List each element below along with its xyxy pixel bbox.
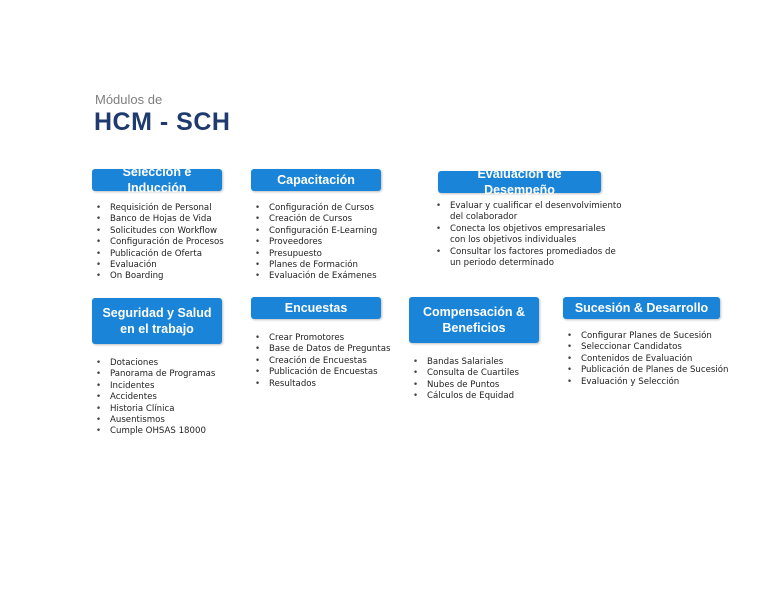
list-item: • On Boarding [92, 271, 224, 282]
list-item: • Planes de Formación [251, 260, 381, 271]
module-header: Selección e Inducción [92, 169, 222, 191]
list-item: • Panorama de Programas [92, 369, 222, 380]
list-item: • Seleccionar Candidatos [563, 342, 728, 353]
list-item: • Consulta de Cuartiles [409, 368, 539, 379]
module-item-list [563, 331, 728, 388]
list-item: • Conecta los objetivos empresariales con los objetivos individuales [432, 224, 622, 247]
module-header: Compensación & Beneficios [409, 297, 539, 343]
module-header: Seguridad y Salud en el trabajo [92, 298, 222, 344]
list-item: • Creación de Cursos [251, 214, 381, 225]
list-item: • Solicitudes con Workflow [92, 226, 224, 237]
list-item: • Crear Promotores [251, 333, 390, 344]
list-item: • Consultar los factores promediados de un periodo determinado [432, 247, 622, 270]
list-item: • Bandas Salariales [409, 357, 539, 368]
module-header: Capacitación [251, 169, 381, 191]
list-item: • Configuración E-Learning [251, 226, 381, 237]
list-item: • Base de Datos de Preguntas [251, 344, 390, 355]
slide-subtitle: Módulos de [95, 92, 163, 107]
list-item: • Nubes de Puntos [409, 380, 539, 391]
module-seguridad-salud [92, 298, 222, 438]
module-evaluacion-desempeno [432, 167, 622, 269]
list-item: • Cálculos de Equidad [409, 391, 539, 402]
list-item: • Publicación de Encuestas [251, 367, 390, 378]
list-item: • Evaluación [92, 260, 224, 271]
module-header: Encuestas [251, 297, 381, 319]
module-item-list [92, 358, 222, 438]
list-item: • Evaluación de Exámenes [251, 271, 381, 282]
module-sucesion-desarrollo [563, 297, 728, 388]
list-item: • Cumple OHSAS 18000 [92, 426, 222, 437]
list-item: • Publicación de Planes de Sucesión [563, 365, 728, 376]
list-item: • Evaluar y cualificar el desenvolvimiento del colaborador [432, 201, 622, 224]
list-item: • Creación de Encuestas [251, 356, 390, 367]
list-item: • Configuración de Procesos [92, 237, 224, 248]
list-item: • Accidentes [92, 392, 222, 403]
list-item: • Requisición de Personal [92, 203, 224, 214]
list-item: • Presupuesto [251, 249, 381, 260]
module-item-list [409, 357, 539, 403]
module-item-list [251, 203, 381, 283]
module-item-list [251, 333, 390, 390]
module-encuestas [251, 297, 390, 390]
list-item: • Publicación de Oferta [92, 249, 224, 260]
list-item: • Banco de Hojas de Vida [92, 214, 224, 225]
slide-title: HCM - SCH [94, 108, 231, 136]
list-item: • Dotaciones [92, 358, 222, 369]
module-capacitacion [251, 169, 381, 283]
list-item: • Configurar Planes de Sucesión [563, 331, 728, 342]
module-header: Evaluación de Desempeño [438, 171, 601, 193]
list-item: • Incidentes [92, 381, 222, 392]
module-item-list [432, 201, 622, 269]
module-header: Sucesión & Desarrollo [563, 297, 720, 319]
list-item: • Evaluación y Selección [563, 377, 728, 388]
module-item-list [92, 203, 224, 283]
list-item: • Contenidos de Evaluación [563, 354, 728, 365]
list-item: • Historia Clínica [92, 404, 222, 415]
list-item: • Resultados [251, 379, 390, 390]
module-compensacion-beneficios [409, 297, 539, 403]
list-item: • Configuración de Cursos [251, 203, 381, 214]
module-seleccion-induccion [92, 165, 224, 283]
list-item: • Proveedores [251, 237, 381, 248]
list-item: • Ausentismos [92, 415, 222, 426]
